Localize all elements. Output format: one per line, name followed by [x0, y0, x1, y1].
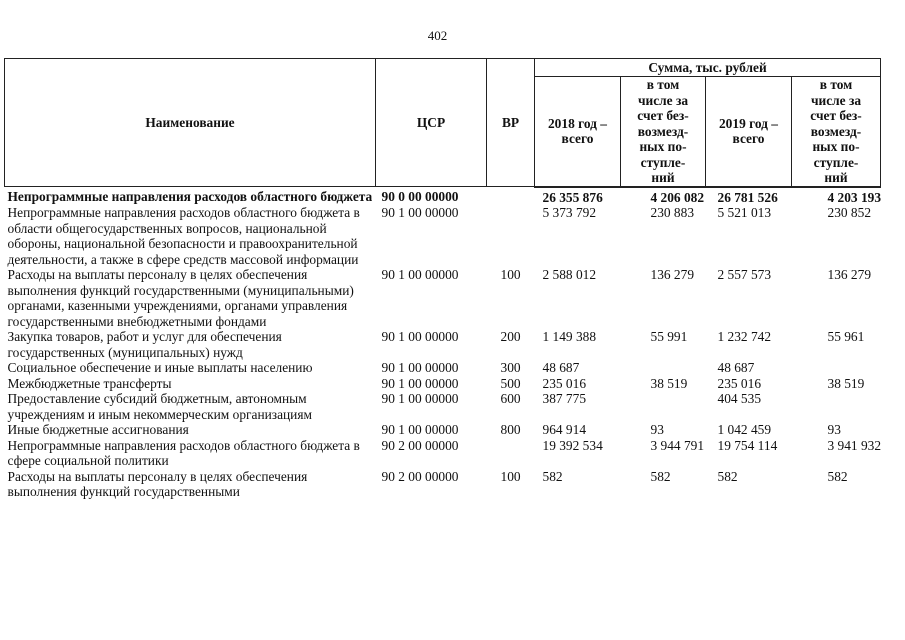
row-2018-total: 2 588 012 — [542, 267, 597, 282]
row-2019-total: 5 521 013 — [717, 205, 772, 220]
table-row — [5, 329, 881, 360]
table-row — [5, 267, 881, 329]
row-2018-total: 26 355 876 — [542, 189, 603, 205]
row-name: Расходы на выплаты персоналу в целях обеспечения выполнения функций государственными — [7, 468, 308, 499]
row-csr: 90 1 00 00000 — [381, 360, 459, 375]
row-vr: 100 — [500, 468, 521, 484]
row-vr: 100 — [500, 267, 521, 282]
row-2019-free — [792, 391, 881, 422]
row-vr: 300 — [500, 360, 521, 375]
row-2018-total: 5 373 792 — [542, 205, 597, 220]
row-2018-total: 235 016 — [542, 375, 587, 391]
budget-table — [4, 58, 881, 500]
row-csr: 90 1 00 00000 — [381, 205, 459, 220]
header-2019-total: 2019 год – всего — [706, 77, 792, 187]
row-csr: 90 1 00 00000 — [381, 329, 459, 344]
row-2019-free: 230 852 — [827, 205, 872, 220]
row-2019-free: 55 961 — [827, 329, 865, 344]
row-2018-free: 38 519 — [650, 375, 688, 391]
row-csr: 90 1 00 00000 — [381, 391, 459, 406]
table-body — [5, 187, 881, 500]
row-2019-free: 4 203 193 — [827, 189, 882, 205]
row-name: Социальное обеспечение и иные выплаты населению — [7, 360, 313, 375]
row-vr: 800 — [500, 422, 521, 437]
row-2018-free: 582 — [650, 468, 671, 484]
row-2019-total: 235 016 — [717, 375, 762, 391]
header-2019-free: в том числе за счет без- возмезд- ных по- ступле- ний — [792, 77, 881, 187]
row-2018-free: 93 — [650, 422, 664, 437]
row-2018-total: 48 687 — [542, 360, 580, 375]
row-vr: 200 — [500, 329, 521, 344]
table-row — [5, 391, 881, 422]
row-2019-free: 136 279 — [827, 267, 872, 282]
row-2018-total: 387 775 — [542, 391, 587, 406]
row-csr: 90 2 00 00000 — [381, 437, 459, 453]
row-vr: 600 — [500, 391, 521, 406]
row-2018-free: 136 279 — [650, 267, 695, 282]
header-2018-total: 2018 год – всего — [535, 77, 621, 187]
header-sum-group: Сумма, тыс. рублей — [535, 59, 881, 77]
row-2019-free: 93 — [827, 422, 841, 437]
row-csr: 90 1 00 00000 — [381, 422, 459, 437]
row-vr: 500 — [500, 375, 521, 391]
table-row — [5, 205, 881, 267]
header-2018-free: в том числе за счет без- возмезд- ных по- ступле- ний — [621, 77, 706, 187]
table-row — [5, 376, 881, 392]
table-row — [5, 187, 881, 206]
row-2018-free — [621, 360, 706, 376]
row-2019-free: 582 — [827, 468, 848, 484]
page-number: 402 — [427, 28, 448, 43]
header-name: Наименование — [5, 59, 376, 187]
table-row — [5, 360, 881, 376]
row-2019-total: 2 557 573 — [717, 267, 772, 282]
row-vr — [487, 187, 535, 206]
row-2019-total: 19 754 114 — [717, 437, 778, 453]
row-2019-free: 3 941 932 — [827, 437, 882, 453]
row-name: Расходы на выплаты персоналу в целях обеспечения выполнения функций государственными (муниципальными) органами, казенными учреждениями, органами управления государственными внебюджетными фондами — [7, 267, 354, 329]
row-csr: 90 1 00 00000 — [381, 267, 459, 282]
header-csr: ЦСР — [376, 59, 487, 187]
row-2018-free: 3 944 791 — [650, 437, 705, 453]
table-row — [5, 422, 881, 438]
row-name: Непрограммные направления расходов областного бюджета в области общегосударственных вопросов, национальной обороны, национальной безопасности и правоохранительной деятельности, а также в сфере средств массовой информации — [7, 205, 360, 267]
row-2019-free — [792, 360, 881, 376]
row-vr — [487, 205, 535, 267]
row-2019-total: 1 042 459 — [717, 422, 772, 437]
row-2018-total: 19 392 534 — [542, 437, 603, 453]
row-2018-free: 55 991 — [650, 329, 688, 344]
row-2019-free: 38 519 — [827, 375, 865, 391]
table-row — [5, 469, 881, 500]
row-name: Межбюджетные трансферты — [7, 375, 172, 391]
row-2019-total: 48 687 — [717, 360, 755, 375]
row-2018-total: 1 149 388 — [542, 329, 597, 344]
row-name: Предоставление субсидий бюджетным, автономным учреждениям и иным некоммерческим организациям — [7, 391, 312, 422]
row-vr — [487, 438, 535, 469]
row-name: Закупка товаров, работ и услуг для обеспечения государственных (муниципальных) нужд — [7, 329, 282, 360]
row-csr: 90 2 00 00000 — [381, 468, 459, 484]
row-2018-free: 230 883 — [650, 205, 695, 220]
row-2018-total: 964 914 — [542, 422, 587, 437]
row-2019-total: 582 — [717, 468, 738, 484]
row-2019-total: 26 781 526 — [717, 189, 778, 205]
table-row — [5, 438, 881, 469]
row-2018-free — [621, 391, 706, 422]
row-2019-total: 404 535 — [717, 391, 762, 406]
row-name: Непрограммные направления расходов областного бюджета — [7, 189, 373, 204]
row-2018-total: 582 — [542, 468, 563, 484]
header-vr: ВР — [487, 59, 535, 187]
row-name: Иные бюджетные ассигнования — [7, 422, 189, 437]
row-2019-total: 1 232 742 — [717, 329, 772, 344]
row-name: Непрограммные направления расходов областного бюджета в сфере социальной политики — [7, 437, 360, 468]
row-csr: 90 0 00 00000 — [381, 189, 459, 204]
row-2018-free: 4 206 082 — [650, 189, 705, 205]
row-csr: 90 1 00 00000 — [381, 375, 459, 391]
